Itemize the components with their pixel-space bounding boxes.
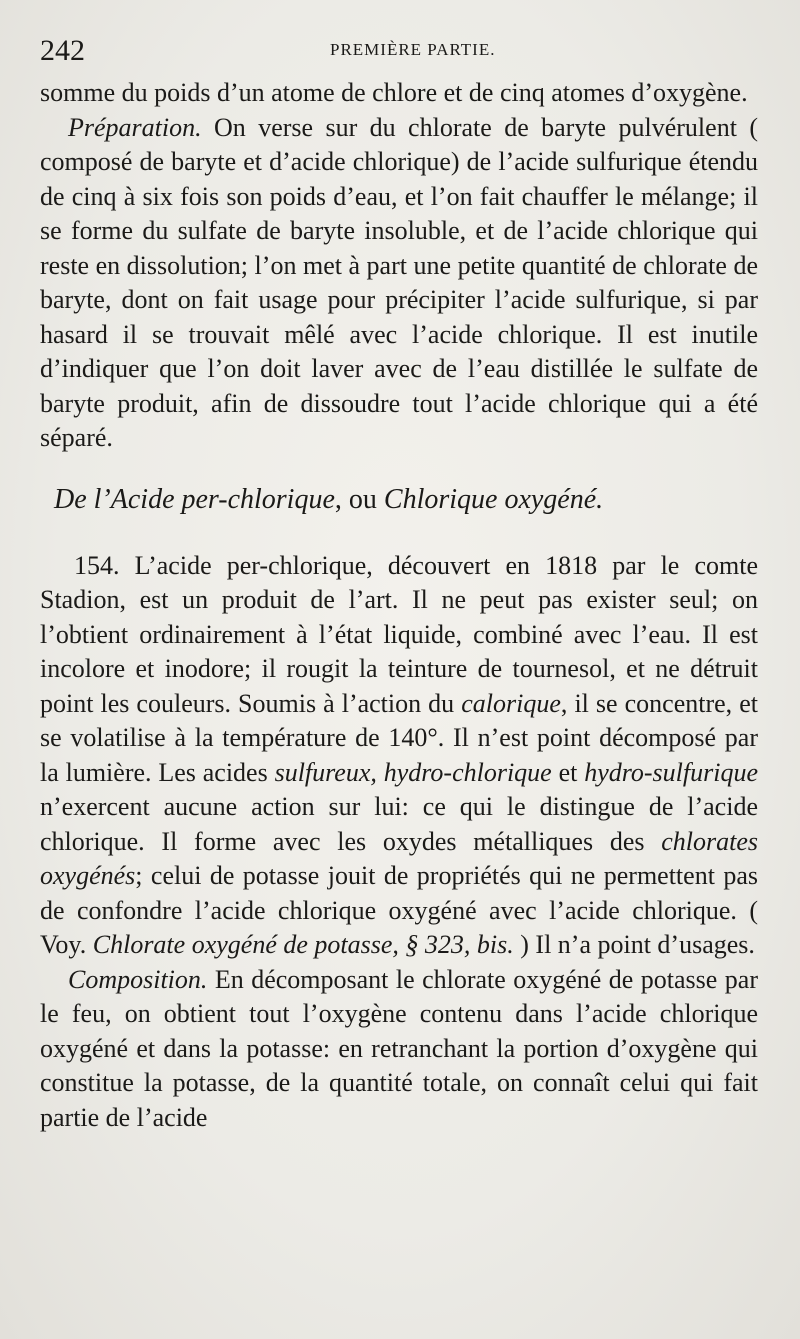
preparation-text: On verse sur du chlorate de baryte pulvérulent ( composé de baryte et d’acide chlorique) de l’acide sulfurique étendu de cinq à six fois son poids d’eau, et l’on fait chauffer le mélange; il se forme du sulfate de baryte insoluble, et de l’acide chlorique qui reste en dissolution; l’on met à part une petite quantité de chlorate de baryte, dont on fait usage pour précipiter l’acide sulfurique, si par hasard il se trouvait mêlé avec l’acide chlorique. Il est inutile d’indiquer que l’on doit laver avec de l’eau distillée le sulfate de baryte produit, afin de dissoudre tout l’acide chlorique qui a été séparé.: [40, 112, 758, 452]
preparation-label: Préparation.: [68, 112, 202, 142]
paragraph-composition: [40, 963, 758, 1136]
article-text-3: et: [551, 757, 585, 787]
section-title-separator: , ou: [334, 483, 384, 515]
article-text-4: n’exercent aucune action sur lui: ce qui le distingue de l’acide chlorique. Il forme avec les oxydes métalliques des: [40, 792, 758, 856]
composition-text: En décomposant le chlorate oxygéné de potasse par le feu, on obtient tout l’oxygène contenu dans l’acide chlorique oxygéné et dans la potasse: en retranchant la portion d’oxygène qui constitue la potasse, de la quantité totale, on connaît celui qui fait partie de l’acide: [40, 964, 758, 1132]
section-title-a: De l’Acide per-chlorique: [54, 483, 335, 515]
page-body: [40, 76, 758, 1135]
article-italic-reference: Chlorate oxygéné de potasse, § 323, bis.: [92, 930, 514, 959]
article-text-5: ; celui de potasse jouit de propriétés qui ne permettent pas de confondre l’acide chlorique oxygéné avec l’acide chlorique. ( Voy.: [40, 861, 758, 959]
section-heading: [54, 483, 758, 517]
article-italic-sulfureux: sulfureux, hydro-chlorique: [274, 757, 552, 787]
paragraph-article-154: [40, 549, 758, 963]
article-text-1: 154. L’acide per-chlorique, découvert en 1818 par le comte Stadion, est un produit de l’art. Il ne peut pas exister seul; on l’obtient ordinairement à l’état liquide, combiné avec l’eau. Il est incolore et inodore; il rougit la teinture de tournesol, et ne détruit point les couleurs. Soumis à l’action du: [40, 550, 758, 718]
page-number: 242: [40, 34, 85, 67]
article-italic-calorique: calorique: [461, 688, 561, 718]
paragraph-continuation: [40, 76, 758, 111]
article-text-6: ) Il n’a point d’usages.: [513, 930, 755, 959]
composition-label: Composition.: [68, 964, 208, 994]
article-italic-chlorates: chlorates oxygénés: [40, 826, 758, 890]
article-text-2: , il se concentre, et se volatilise à la température de 140°. Il n’est point décomposé par la lumière. Les acides: [40, 688, 758, 787]
paragraph-preparation: [40, 111, 758, 456]
page-header: [40, 34, 760, 74]
continuation-text: somme du poids d’un atome de chlore et de cinq atomes d’oxygène.: [40, 78, 748, 107]
running-head: PREMIÈRE PARTIE.: [330, 40, 496, 59]
section-title-b: Chlorique oxygéné.: [383, 483, 604, 515]
article-italic-hydro-sulfurique: hydro-sulfurique: [584, 757, 759, 787]
